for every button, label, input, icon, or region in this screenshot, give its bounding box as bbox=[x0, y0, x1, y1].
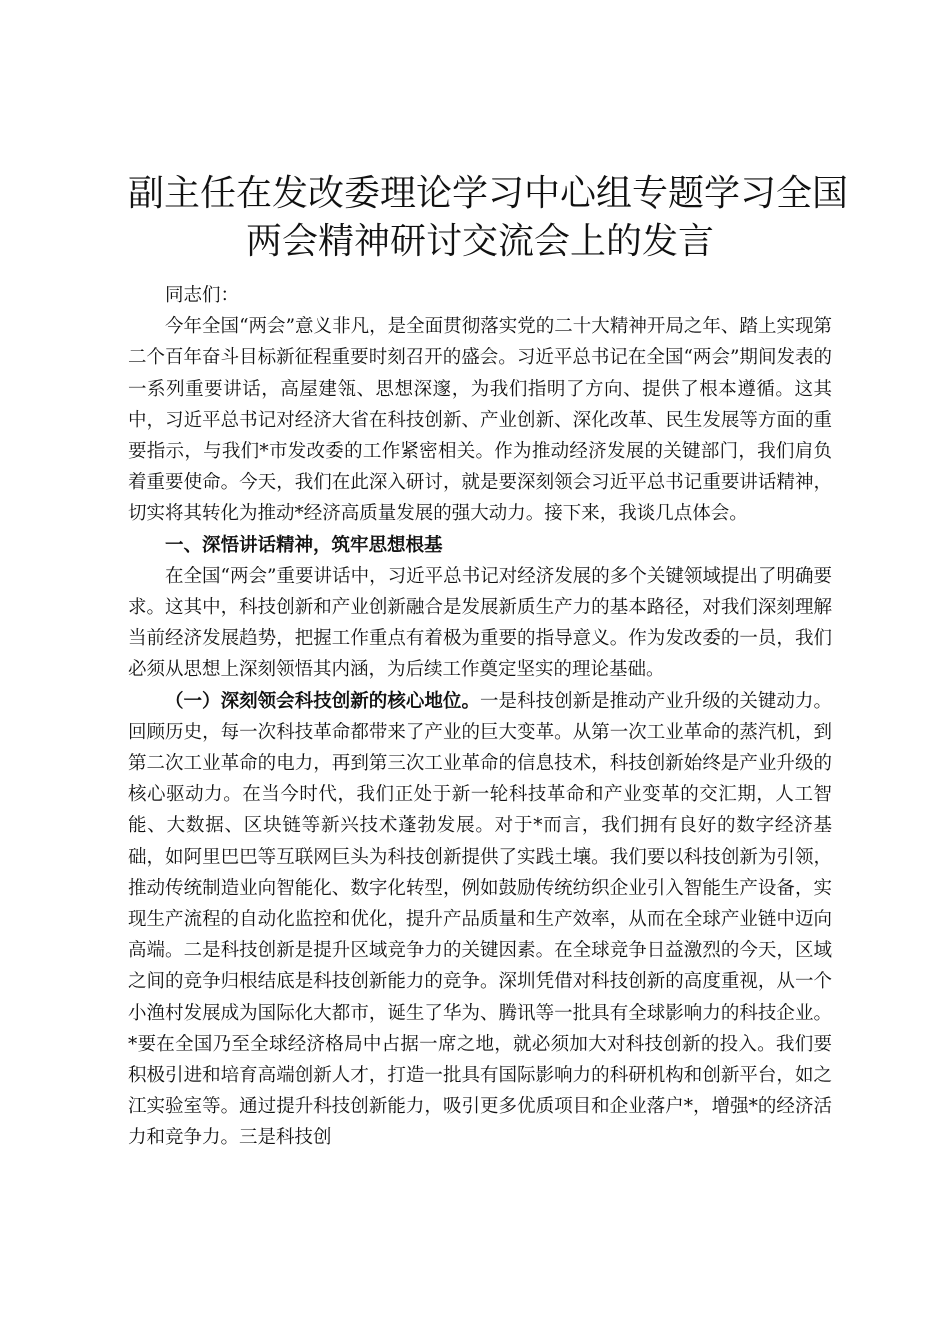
intro-paragraph: 今年全国“两会”意义非凡，是全面贯彻落实党的二十大精神开局之年、踏上实现第二个百年奋斗目标新征程重要时刻召开的盛会。习近平总书记在全国“两会”期间发表的一系列重要讲话，高屋建瓴、思想深邃，为我们指明了方向、提供了根本遵循。这其中，习近平总书记对经济大省在科技创新、产业创新、深化改革、民生发展等方面的重要指示，与我们*市发改委的工作紧密相关。作为推动经济发展的关键部门，我们肩负着重要使命。今天，我们在此深入研讨，就是要深刻领会习近平总书记重要讲话精神，切实将其转化为推动*经济高质量发展的强大动力。接下来，我谈几点体会。 bbox=[128, 316, 832, 525]
document-page bbox=[128, 170, 849, 1154]
title-line-1: 副主任在发改委理论学习中心组专题学习全国 bbox=[128, 173, 849, 214]
subsection-1-paragraph bbox=[128, 686, 832, 1154]
subsection-1-body: 一是科技创新是推动产业升级的关键动力。回顾历史，每一次科技革命都带来了产业的巨大变革。从第一次工业革命的蒸汽机，到第二次工业革命的电力，再到第三次工业革命的信息技术，科技创新始终是产业升级的核心驱动力。在当今时代，我们正处于新一轮科技革命和产业变革的交汇期，人工智能、大数据、区块链等新兴技术蓬勃发展。对于*而言，我们拥有良好的数字经济基础，如阿里巴巴等互联网巨头为科技创新提供了实践土壤。我们要以科技创新为引领，推动传统制造业向智能化、数字化转型，例如鼓励传统纺织企业引入智能生产设备，实现生产流程的自动化监控和优化，提升产品质量和生产效率，从而在全球产业链中迈向高端。二是科技创新是提升区域竞争力的关键因素。在全球竞争日益激烈的今天，区域之间的竞争归根结底是科技创新能力的竞争。深圳凭借对科技创新的高度重视，从一个小渔村发展成为国际化大都市，诞生了华为、腾讯等一批具有全球影响力的科技企业。*要在全国乃至全球经济格局中占据一席之地，就必须加大对科技创新的投入。我们要积极引进和培育高端创新人才，打造一批具有国际影响力的科研机构和创新平台，如之江实验室等。通过提升科技创新能力，吸引更多优质项目和企业落户*，增强*的经济活力和竞争力。三是科技创 bbox=[128, 690, 832, 1149]
document-body bbox=[128, 280, 832, 1154]
document-title bbox=[128, 170, 849, 266]
salutation: 同志们： bbox=[165, 285, 240, 306]
section-1-paragraph: 在全国“两会”重要讲话中，习近平总书记对经济发展的多个关键领域提出了明确要求。这其中，科技创新和产业创新融合是发展新质生产力的基本路径，对我们深刻理解当前经济发展趋势，把握工作重点有着极为重要的指导意义。作为发改委的一员，我们必须从思想上深刻领悟其内涵，为后续工作奠定坚实的理论基础。 bbox=[128, 565, 832, 681]
subsection-1-heading: （一）深刻领会科技创新的核心地位。 bbox=[165, 690, 480, 712]
section-1-heading: 一、深悟讲话精神，筑牢思想根基 bbox=[165, 534, 443, 556]
title-line-2: 两会精神研讨交流会上的发言 bbox=[245, 221, 714, 262]
